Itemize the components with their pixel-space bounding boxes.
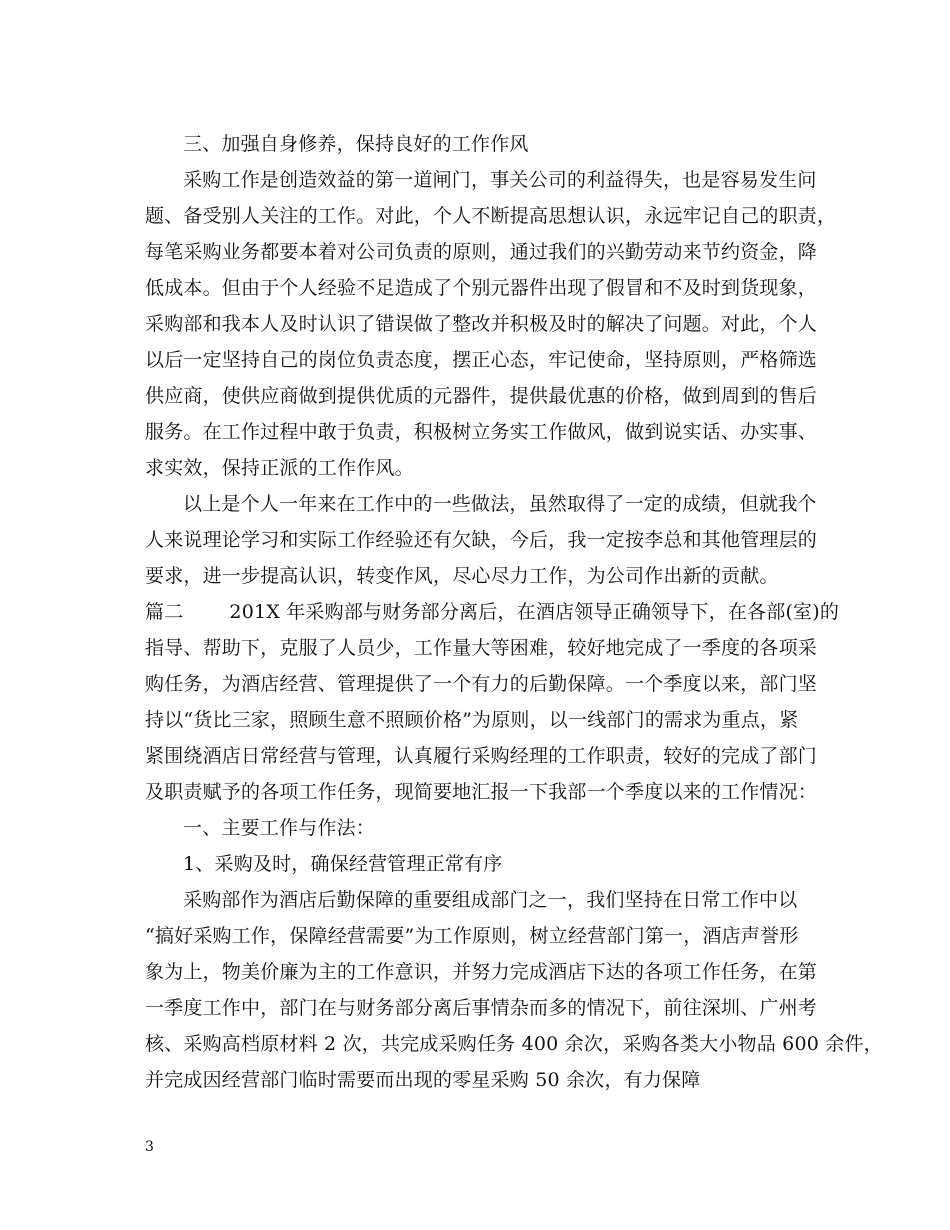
paragraph-line: 采购部和我本人及时认识了错误做了整改并积极及时的解决了问题。对此，个人 [145,313,818,335]
subsection-heading: 一、主要工作与作法： [183,817,376,839]
paragraph-line: “搞好采购工作，保障经营需要”为工作原则，树立经营部门第一，酒店声誉形 [145,925,799,947]
paragraph-line: 指导、帮助下，克服了人员少，工作量大等困难，较好地完成了一季度的各项采 [145,637,818,659]
paragraph-line: 象为上，物美价廉为主的工作意识，并努力完成酒店下达的各项工作任务，在第 [145,961,818,983]
paragraph-line: 题、备受别人关注的工作。对此，个人不断提高思想认识，永远牢记自己的职责， [145,205,837,227]
paragraph-line: 人来说理论学习和实际工作经验还有欠缺，今后，我一定按李总和其他管理层的 [145,529,818,551]
paragraph-line: 服务。在工作过程中敢于负责，积极树立务实工作做风，做到说实话、办实事、 [145,421,818,443]
paragraph-line: 要求，进一步提高认识，转变作风，尽心尽力工作，为公司作出新的贡献。 [145,565,779,587]
paragraph-line: 紧围绕酒店日常经营与管理，认真履行采购经理的工作职责，较好的完成了部门 [145,745,818,767]
paragraph-line: 低成本。但由于个人经验不足造成了个别元器件出现了假冒和不及时到货现象， [145,277,818,299]
section-heading: 三、加强自身修养，保持良好的工作作风 [183,133,529,155]
section-intro: 201X 年采购部与财务部分离后，在酒店领导正确领导下，在各部(室)的 [229,601,840,623]
section-line [145,599,839,625]
paragraph-line: 一季度工作中，部门在与财务部分离后事情杂而多的情况下，前往深圳、广州考 [145,997,818,1019]
paragraph-line: 采购工作是创造效益的第一道闸门，事关公司的利益得失，也是容易发生问 [183,169,817,191]
paragraph-line: 采购部作为酒店后勤保障的重要组成部门之一，我们坚持在日常工作中以 [183,889,798,911]
paragraph-line: 并完成因经营部门临时需要而出现的零星采购 50 余次，有力保障 [145,1069,701,1091]
paragraph-line: 核、采购高档原材料 2 次，共完成采购任务 400 余次，采购各类大小物品 600 余件， [145,1033,883,1055]
subsection-heading: 1、采购及时，确保经营管理正常有序 [183,853,503,875]
paragraph-line: 每笔采购业务都要本着对公司负责的原则，通过我们的兴勤劳动来节约资金，降 [145,241,818,263]
paragraph-line: 购任务，为酒店经营、管理提供了一个有力的后勤保障。一个季度以来，部门坚 [145,673,818,695]
paragraph-line: 求实效，保持正派的工作作风。 [145,457,414,479]
paragraph-line: 以上是个人一年来在工作中的一些做法，虽然取得了一定的成绩，但就我个 [183,493,817,515]
page-number: 3 [145,1139,154,1155]
section-label: 篇二 [145,601,184,623]
paragraph-line: 持以“货比三家，照顾生意不照顾价格”为原则，以一线部门的需求为重点，紧 [145,709,799,731]
paragraph-line: 及职责赋予的各项工作任务，现简要地汇报一下我部一个季度以来的工作情况： [145,781,818,803]
paragraph-line: 供应商，使供应商做到提供优质的元器件，提供最优惠的价格，做到周到的售后 [145,385,818,407]
paragraph-line: 以后一定坚持自己的岗位负责态度，摆正心态，牢记使命，坚持原则，严格筛选 [145,349,818,371]
